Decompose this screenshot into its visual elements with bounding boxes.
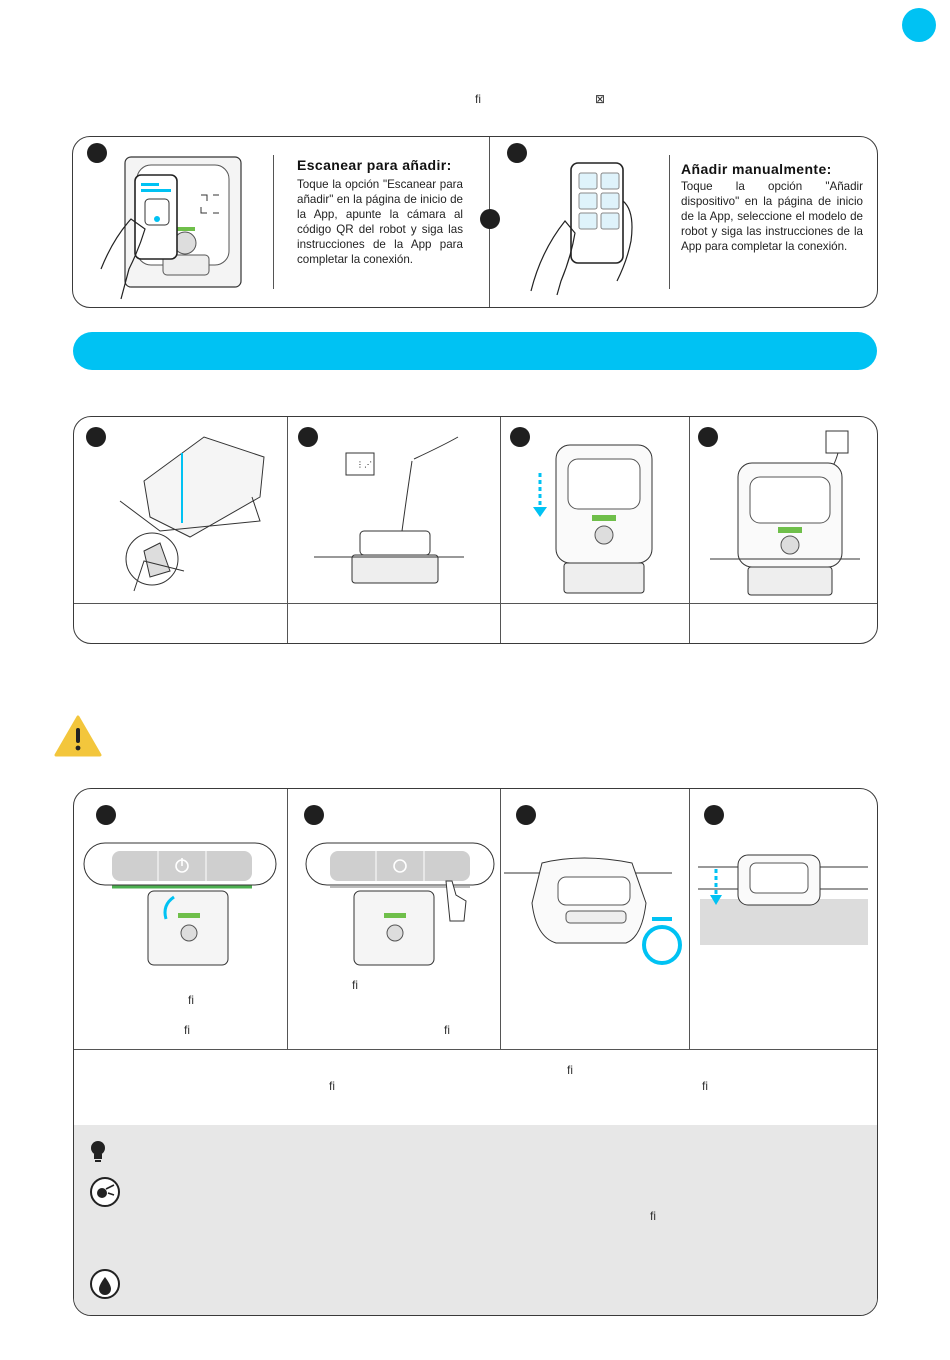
divider: [74, 1049, 878, 1050]
app-connection-panel: [72, 136, 878, 308]
divider: [689, 789, 690, 1049]
debris-icon: [90, 1177, 120, 1207]
operation-panel: [73, 788, 878, 1316]
lightbulb-icon: [88, 1139, 108, 1163]
plug-in-illustration: [314, 431, 474, 596]
divider: [273, 155, 274, 289]
water-drop-icon: [90, 1269, 120, 1299]
warning-icon: [54, 715, 102, 757]
page-marker-dot: [902, 8, 936, 42]
step-number-badge: [704, 805, 724, 825]
step-number-badge: [86, 427, 106, 447]
divider: [74, 603, 878, 604]
stray-glyph: ﬁ: [329, 1079, 335, 1093]
manual-add-illustration: [525, 151, 655, 301]
dock-setup-panel: [73, 416, 878, 644]
step-number-badge: [96, 805, 116, 825]
mode-select-illustration: [304, 841, 504, 969]
divider: [689, 417, 690, 644]
scan-title: Escanear para añadir:: [297, 157, 452, 173]
stray-glyph: ﬁ: [475, 92, 481, 106]
stray-glyph: ﬁ: [352, 978, 358, 992]
robot-charging-illustration: [710, 427, 870, 597]
robot-descend-illustration: [502, 851, 688, 971]
divider: [287, 417, 288, 644]
divider: [287, 789, 288, 1049]
scan-instructions: Toque la opción "Escanear para añadir" en la página de inicio de la App, apunte la cámara al código QR del robot y siga las instrucciones de la App para completar la conexión.: [297, 178, 463, 266]
tips-band: [74, 1125, 878, 1316]
scan-qr-illustration: [93, 151, 273, 301]
step-number-badge: [516, 805, 536, 825]
divider: [500, 417, 501, 644]
manual-instructions: Toque la opción "Añadir dispositivo" en la página de inicio de la App, seleccione el modelo de robot y siga las instrucciones de la App para completar la conexión.: [681, 180, 863, 253]
step-number-badge: [304, 805, 324, 825]
stray-glyph: ﬁ: [444, 1023, 450, 1037]
step-number-badge: [480, 209, 500, 229]
stray-glyph: ﬁ: [184, 1023, 190, 1037]
stray-glyph: ﬁ: [567, 1063, 573, 1077]
robot-docking-illustration: [522, 437, 682, 597]
section-header-bar: [73, 332, 877, 370]
svg-text:⋮⋰: ⋮⋰: [356, 460, 372, 469]
stray-glyph: ﬁ: [702, 1079, 708, 1093]
step-number-badge: [507, 143, 527, 163]
manual-title: Añadir manualmente:: [681, 161, 832, 177]
dock-assembly-illustration: [114, 431, 274, 596]
power-on-illustration: [82, 841, 282, 969]
robot-submerge-illustration: [698, 849, 870, 949]
stray-glyph: ⊠: [595, 92, 606, 106]
divider: [669, 155, 670, 289]
stray-glyph: ﬁ: [188, 993, 194, 1007]
stray-glyph: ﬁ: [650, 1209, 656, 1223]
